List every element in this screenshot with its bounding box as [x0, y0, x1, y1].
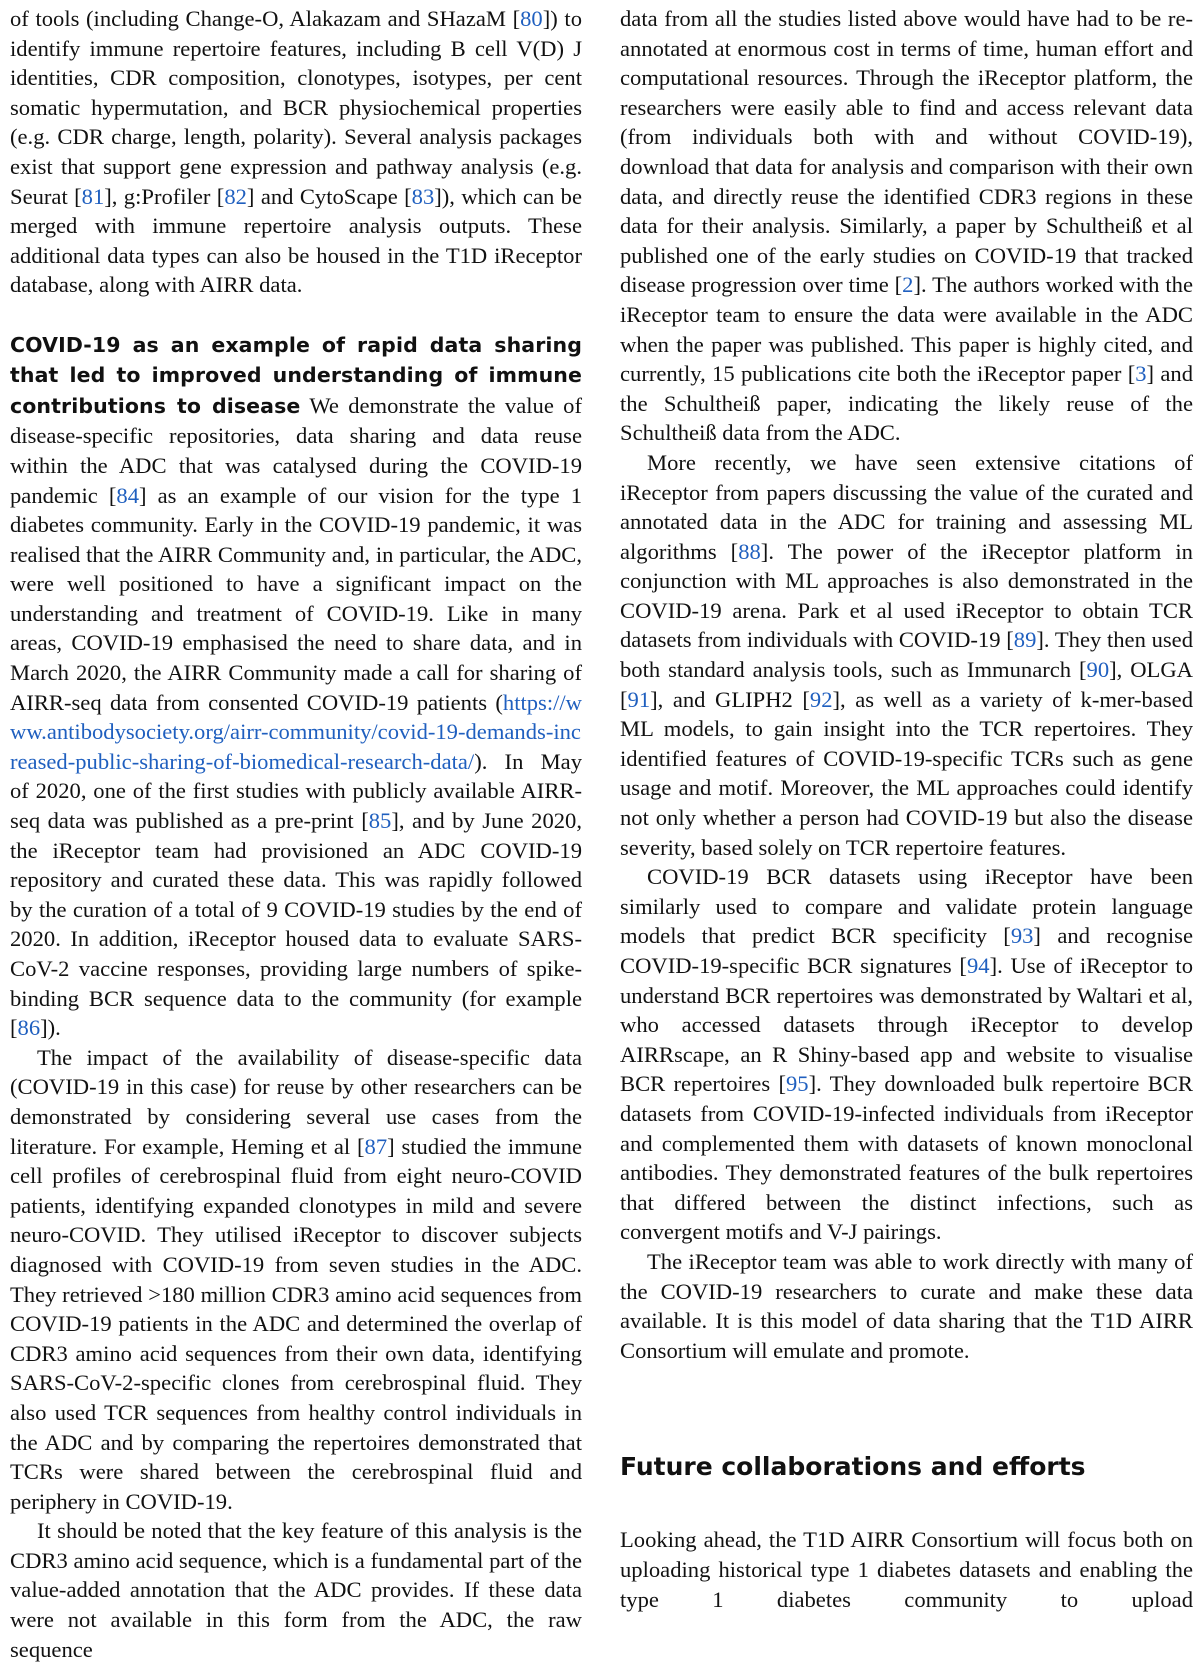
citation-link[interactable]: 95: [785, 1071, 809, 1097]
citation-link[interactable]: 91: [627, 686, 651, 712]
paragraph-future-text: Looking ahead, the T1D AIRR Consortium will focus both on uploading historical type 1 diabetes datasets and enabling the type 1 diabetes community to upload: [620, 1527, 1193, 1612]
paragraph-ml: [620, 448, 1193, 862]
citation-link[interactable]: 89: [1013, 627, 1037, 653]
citation-link[interactable]: 93: [1010, 923, 1034, 949]
citation-link[interactable]: 94: [966, 953, 990, 978]
paragraph-tools: [10, 4, 582, 300]
citation-link[interactable]: 88: [738, 538, 761, 564]
citation-link[interactable]: 92: [809, 686, 833, 712]
citation-link[interactable]: 82: [224, 183, 247, 209]
right-column: [620, 4, 1193, 1614]
paragraph-bcr-text: COVID-19 BCR datasets using iReceptor have been similarly used to compare and validate protein language models that predict BCR specificity [93] and recognise COVID-19-specific BCR signatures [94]. Use of iReceptor to understand BCR repertoires was demonstrated by Waltari et al, who accessed datasets through iReceptor to develop AIRRscape, an R Shiny-based app and website to visualise BCR repertoires [95]. They downloaded bulk repertoire BCR datasets from COVID-19-infected individuals from iReceptor and complemented them with datasets of known monoclonal antibodies. They demonstrated features of the bulk repertoires that differed between the distinct infections, such as convergent motifs and V-J pairings.: [620, 864, 1193, 1245]
spacer: [620, 1365, 1193, 1451]
spacer: [620, 1483, 1193, 1525]
paragraph-reannotation-text: data from all the studies listed above would have had to be re-annotated at enormous cost in terms of time, human effort and computational resources. Through the iReceptor platform, the researchers were easily able to find and access relevant data (from individuals both with and without COVID-19), download that data for analysis and comparison with their own data, and directly reuse the identified CDR3 regions in these data for their analysis. Similarly, a paper by Schultheiß et al published one of the early studies on COVID-19 that tracked disease progression over time [2]. The authors worked with the iReceptor team to ensure the data were available in the ADC when the paper was published. This paper is highly cited, and currently, 15 publications cite both the iReceptor paper [3] and the Schultheiß paper, indicating the likely reuse of the Schultheiß data from the ADC.: [620, 6, 1194, 446]
citation-link[interactable]: 2: [902, 272, 914, 298]
citation-link[interactable]: 85: [368, 808, 392, 834]
paragraph-ml-text: More recently, we have seen extensive citations of iReceptor from papers discussing the value of the curated and annotated data in the ADC for training and assessing ML algorithms [88]. The power of the iReceptor platform in conjunction with ML approaches is also demonstrated in the COVID-19 arena. Park et al used iReceptor to obtain TCR datasets from individuals with COVID-19 [89]. They then used both standard analysis tools, such as Immunarch [90], OLGA [91], and GLIPH2 [92], as well as a variety of k-mer-based ML models, to gain insight into the TCR repertoires. They identified features of COVID-19-specific TCRs such as gene usage and motif. Moreover, the ML approaches could identify not only whether a person had COVID-19 but also the disease severity, based solely on TCR repertoire features.: [620, 449, 1193, 860]
paragraph-team-text: The iReceptor team was able to work directly with many of the COVID-19 researchers to curate and make these data available. It is this model of data sharing that the T1D AIRR Consortium will emulate and promote.: [620, 1248, 1193, 1363]
paragraph-team: [620, 1247, 1193, 1365]
citation-link[interactable]: 83: [411, 183, 435, 209]
paragraph-tools-text: of tools (including Change-O, Alakazam and SHazaM [80]) to identify immune repertoire features, including B cell V(D) J identities, CDR composition, clonotypes, isotypes, per cent somatic hypermutation, and BCR physiochemical properties (e.g. CDR charge, length, polarity). Several analysis packages exist that support gene expression and pathway analysis (e.g. Seurat [81], g:Profiler [82] and CytoScape [83]), which can be merged with immune repertoire analysis outputs. These additional data types can also be housed in the T1D iReceptor database, along with AIRR data.: [10, 6, 582, 298]
citation-link[interactable]: 81: [81, 183, 105, 209]
antibodysociety-link[interactable]: https://www.antibodysociety.org/airr-community/covid-19-demands-increased-public-sharing-of-biomedical-research-data/: [10, 689, 582, 774]
citation-link[interactable]: 87: [364, 1133, 388, 1159]
paragraph-reannotation: [620, 4, 1193, 448]
paragraph-covid-intro: [10, 330, 582, 1043]
paragraph-future: [620, 1525, 1193, 1614]
covid-section-heading: COVID-19 as an example of rapid data sharing that led to improved understanding of immune contributions to disease: [10, 332, 582, 418]
paragraph-impact-text: The impact of the availability of disease-specific data (COVID-19 in this case) for reuse by other researchers can be demonstrated by considering several use cases from the literature. For example, Heming et al [87] studied the immune cell profiles of cerebrospinal fluid from eight neuro-COVID patients, identifying expanded clonotypes in mild and severe neuro-COVID. They utilised iReceptor to discover subjects diagnosed with COVID-19 from seven studies in the ADC. They retrieved >180 million CDR3 amino acid sequences from COVID-19 patients in the ADC and determined the overlap of CDR3 amino acid sequences from their own data, identifying SARS-CoV-2-specific clones from cerebrospinal fluid. They also used TCR sequences from healthy control individuals in the ADC and by comparing the repertoires demonstrated that TCRs were shared between the cerebrospinal fluid and periphery in COVID-19.: [10, 1044, 582, 1514]
citation-link[interactable]: 86: [17, 1015, 41, 1041]
citation-link[interactable]: 80: [520, 6, 543, 31]
paragraph-key-feature-text: It should be noted that the key feature of this analysis is the CDR3 amino acid sequence, which is a fundamental part of the value-added annotation that the ADC provides. If these data were not available in this form from the ADC, the raw sequence: [10, 1518, 582, 1662]
future-section-heading: Future collaborations and efforts: [620, 1452, 1086, 1482]
citation-link[interactable]: 84: [116, 482, 139, 508]
paragraph-key-feature: [10, 1516, 582, 1664]
left-column: [10, 4, 582, 1664]
citation-link[interactable]: 90: [1086, 657, 1110, 683]
citation-link[interactable]: 3: [1135, 361, 1147, 387]
covid-intro-text-b: ). In May of 2020, one of the first studies with publicly available AIRR-seq data was published as a pre-print [85], and by June 2020, the iReceptor team had provisioned an ADC COVID-19 repository and curated these data. This was rapidly followed by the curation of a total of 9 COVID-19 studies by the end of 2020. In addition, iReceptor housed data to evaluate SARS-CoV-2 vaccine responses, providing large numbers of spike-binding BCR sequence data to the community (for example [86]).: [10, 748, 582, 1041]
paragraph-impact: [10, 1043, 582, 1517]
spacer: [10, 300, 582, 330]
covid-intro-text-a: We demonstrate the value of disease-specific repositories, data sharing and data reuse within the ADC that was catalysed during the COVID-19 pandemic [84] as an example of our vision for the type 1 diabetes community. Early in the COVID-19 pandemic, it was realised that the AIRR Community and, in particular, the ADC, were well positioned to have a significant impact on the understanding and treatment of COVID-19. Like in many areas, COVID-19 emphasised the need to share data, and in March 2020, the AIRR Community made a call for sharing of AIRR-seq data from consented COVID-19 patients (: [10, 392, 583, 715]
paragraph-bcr: [620, 862, 1193, 1247]
